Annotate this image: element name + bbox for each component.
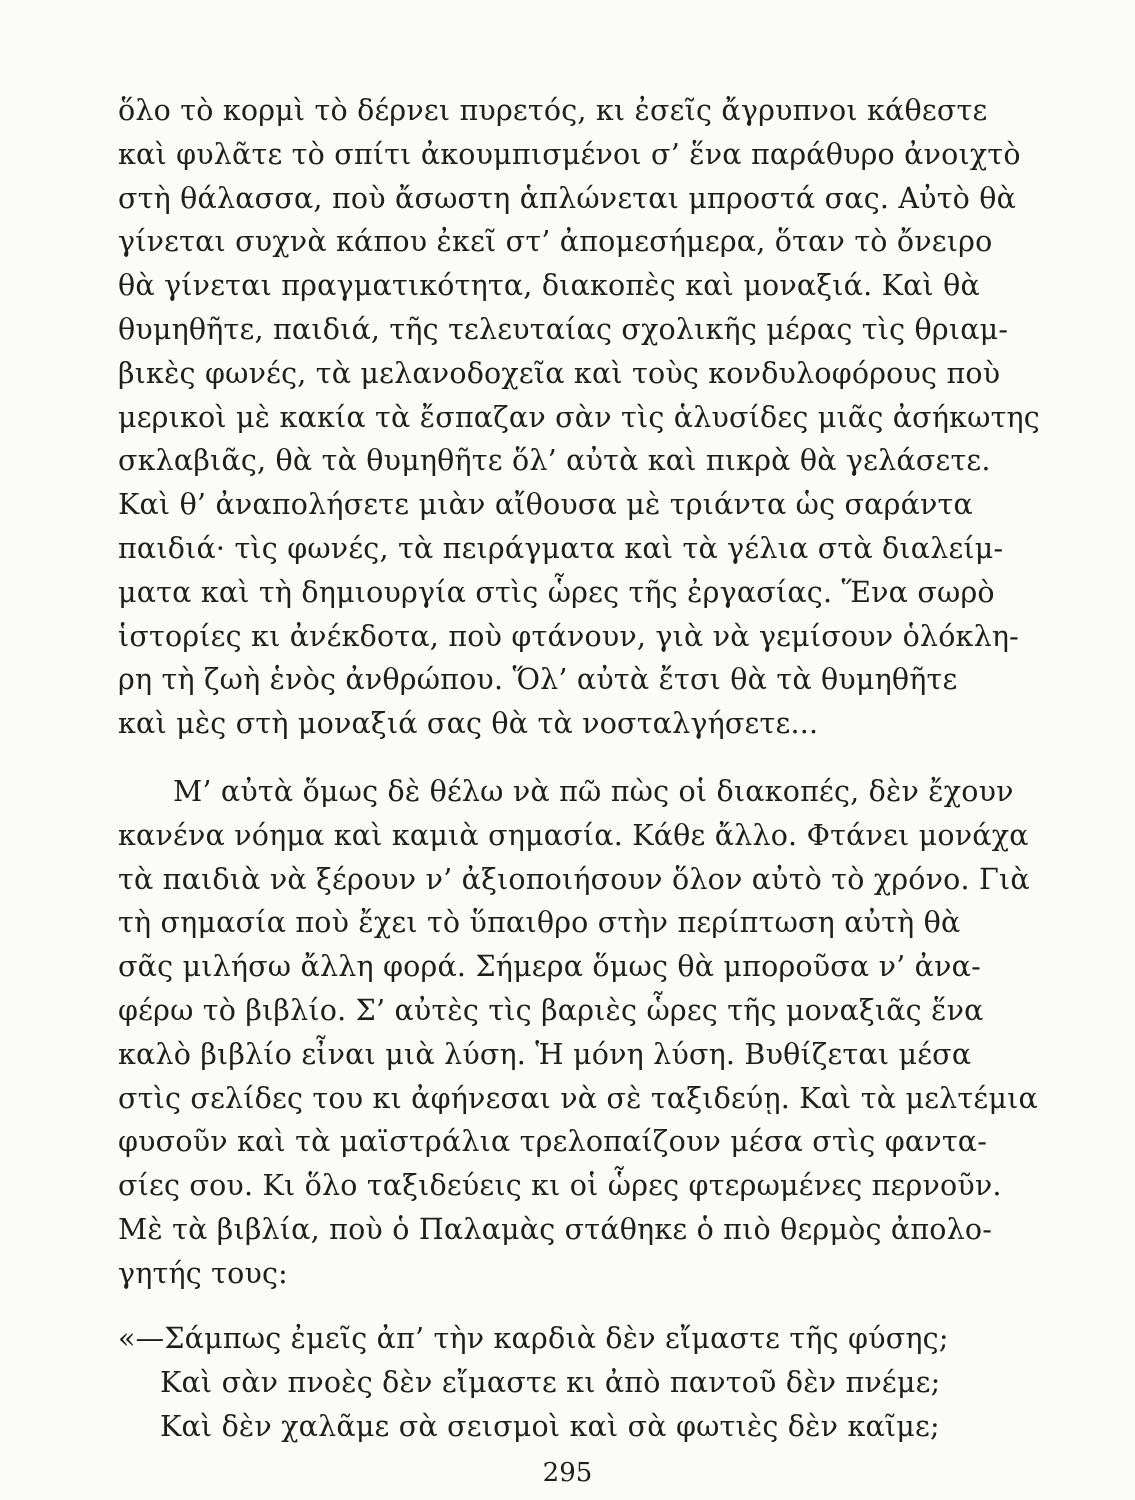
text-line: ἱστορίες κι ἀνέκδοτα, ποὺ φτάνουν, γιὰ νὰ γεμίσουν ὁλόκλη- <box>118 620 1019 653</box>
text-line: γητής τους: <box>118 1257 288 1290</box>
text-line: κανένα νόημα καὶ καμιὰ σημασία. Κάθε ἄλλο. Φτάνει μονάχα <box>118 819 1029 852</box>
text-line: Μ’ αὐτὰ ὅμως δὲ θέλω νὰ πῶ πὼς οἱ διακοπές, δὲν ἔχουν <box>173 775 1014 808</box>
text-line: καὶ φυλᾶτε τὸ σπίτι ἀκουμπισμένοι σ’ ἕνα παράθυρο ἀνοιχτὸ <box>118 138 1021 171</box>
text-line: Καὶ θ’ ἀναπολήσετε μιὰν αἴθουσα μὲ τριάντα ὡς σαράντα <box>118 488 973 521</box>
text-line: καὶ μὲς στὴ μοναξιά σας θὰ τὰ νοσταλγήσετε... <box>118 707 819 740</box>
text-line: γίνεται συχνὰ κάπου ἐκεῖ στ’ ἀπομεσήμερα, ὅταν τὸ ὄνειρο <box>118 225 993 258</box>
text-line: μερικοὶ μὲ κακία τὰ ἔσπαζαν σὰν τὶς ἁλυσίδες μιᾶς ἀσήκωτης <box>118 401 1040 434</box>
poem-line: Καὶ δὲν χαλᾶμε σὰ σεισμοὶ καὶ σὰ φωτιὲς δὲν καῖμε; <box>160 1410 940 1443</box>
page-number: 295 <box>542 1458 593 1488</box>
text-line: βικὲς φωνές, τὰ μελανοδοχεῖα καὶ τοὺς κονδυλοφόρους ποὺ <box>118 357 1001 390</box>
text-line: στὶς σελίδες του κι ἀφήνεσαι νὰ σὲ ταξιδεύῃ. Καὶ τὰ μελτέμια <box>118 1082 1038 1115</box>
poem-line: Καὶ σὰν πνοὲς δὲν εἴμαστε κι ἀπὸ παντοῦ δὲν πνέμε; <box>160 1366 941 1399</box>
text-line: σκλαβιᾶς, θὰ τὰ θυμηθῆτε ὅλ’ αὐτὰ καὶ πικρὰ θὰ γελάσετε. <box>118 444 991 477</box>
text-line: Μὲ τὰ βιβλία, ποὺ ὁ Παλαμὰς στάθηκε ὁ πιὸ θερμὸς ἀπολο- <box>118 1213 993 1246</box>
text-line: στὴ θάλασσα, ποὺ ἄσωστη ἁπλώνεται μπροστά σας. Αὐτὸ θὰ <box>118 182 1017 215</box>
text-line: θυμηθῆτε, παιδιά, τῆς τελευταίας σχολικῆς μέρας τὶς θριαμ- <box>118 313 1009 346</box>
text-line: καλὸ βιβλίο εἶναι μιὰ λύση. Ἡ μόνη λύση. Βυθίζεται μέσα <box>118 1038 972 1071</box>
text-line: θὰ γίνεται πραγματικότητα, διακοπὲς καὶ μοναξιά. Καὶ θὰ <box>118 269 980 302</box>
text-line: παιδιά· τὶς φωνές, τὰ πειράγματα καὶ τὰ γέλια στὰ διαλείμ- <box>118 532 1004 565</box>
text-line: φυσοῦν καὶ τὰ μαϊστράλια τρελοπαίζουν μέσα στὶς φαντα- <box>118 1125 988 1158</box>
text-line: φέρω τὸ βιβλίο. Σ’ αὐτὲς τὶς βαριὲς ὧρες τῆς μοναξιᾶς ἕνα <box>118 994 984 1027</box>
text-line: σίες σου. Κι ὅλο ταξιδεύεις κι οἱ ὧρες φτερωμένες περνοῦν. <box>118 1169 1002 1202</box>
text-line: ὅλο τὸ κορμὶ τὸ δέρνει πυρετός, κι ἐσεῖς ἄγρυπνοι κάθεστε <box>118 94 988 127</box>
poem-line: «—Σάμπως ἐμεῖς ἀπ’ τὴν καρδιὰ δὲν εἴμαστε τῆς φύσης; <box>118 1322 949 1355</box>
text-line: ρη τὴ ζωὴ ἑνὸς ἀνθρώπου. Ὅλ’ αὐτὰ ἔτσι θὰ τὰ θυμηθῆτε <box>118 663 958 696</box>
text-line: σᾶς μιλήσω ἄλλη φορά. Σήμερα ὅμως θὰ μποροῦσα ν’ ἀνα- <box>118 950 981 983</box>
text-line: τὰ παιδιὰ νὰ ξέρουν ν’ ἀξιοποιήσουν ὅλον αὐτὸ τὸ χρόνο. Γιὰ <box>118 863 1030 896</box>
text-line: τὴ σημασία ποὺ ἔχει τὸ ὕπαιθρο στὴν περίπτωση αὐτὴ θὰ <box>118 906 961 939</box>
text-line: ματα καὶ τὴ δημιουργία στὶς ὧρες τῆς ἐργασίας. Ἕνα σωρὸ <box>118 576 995 609</box>
